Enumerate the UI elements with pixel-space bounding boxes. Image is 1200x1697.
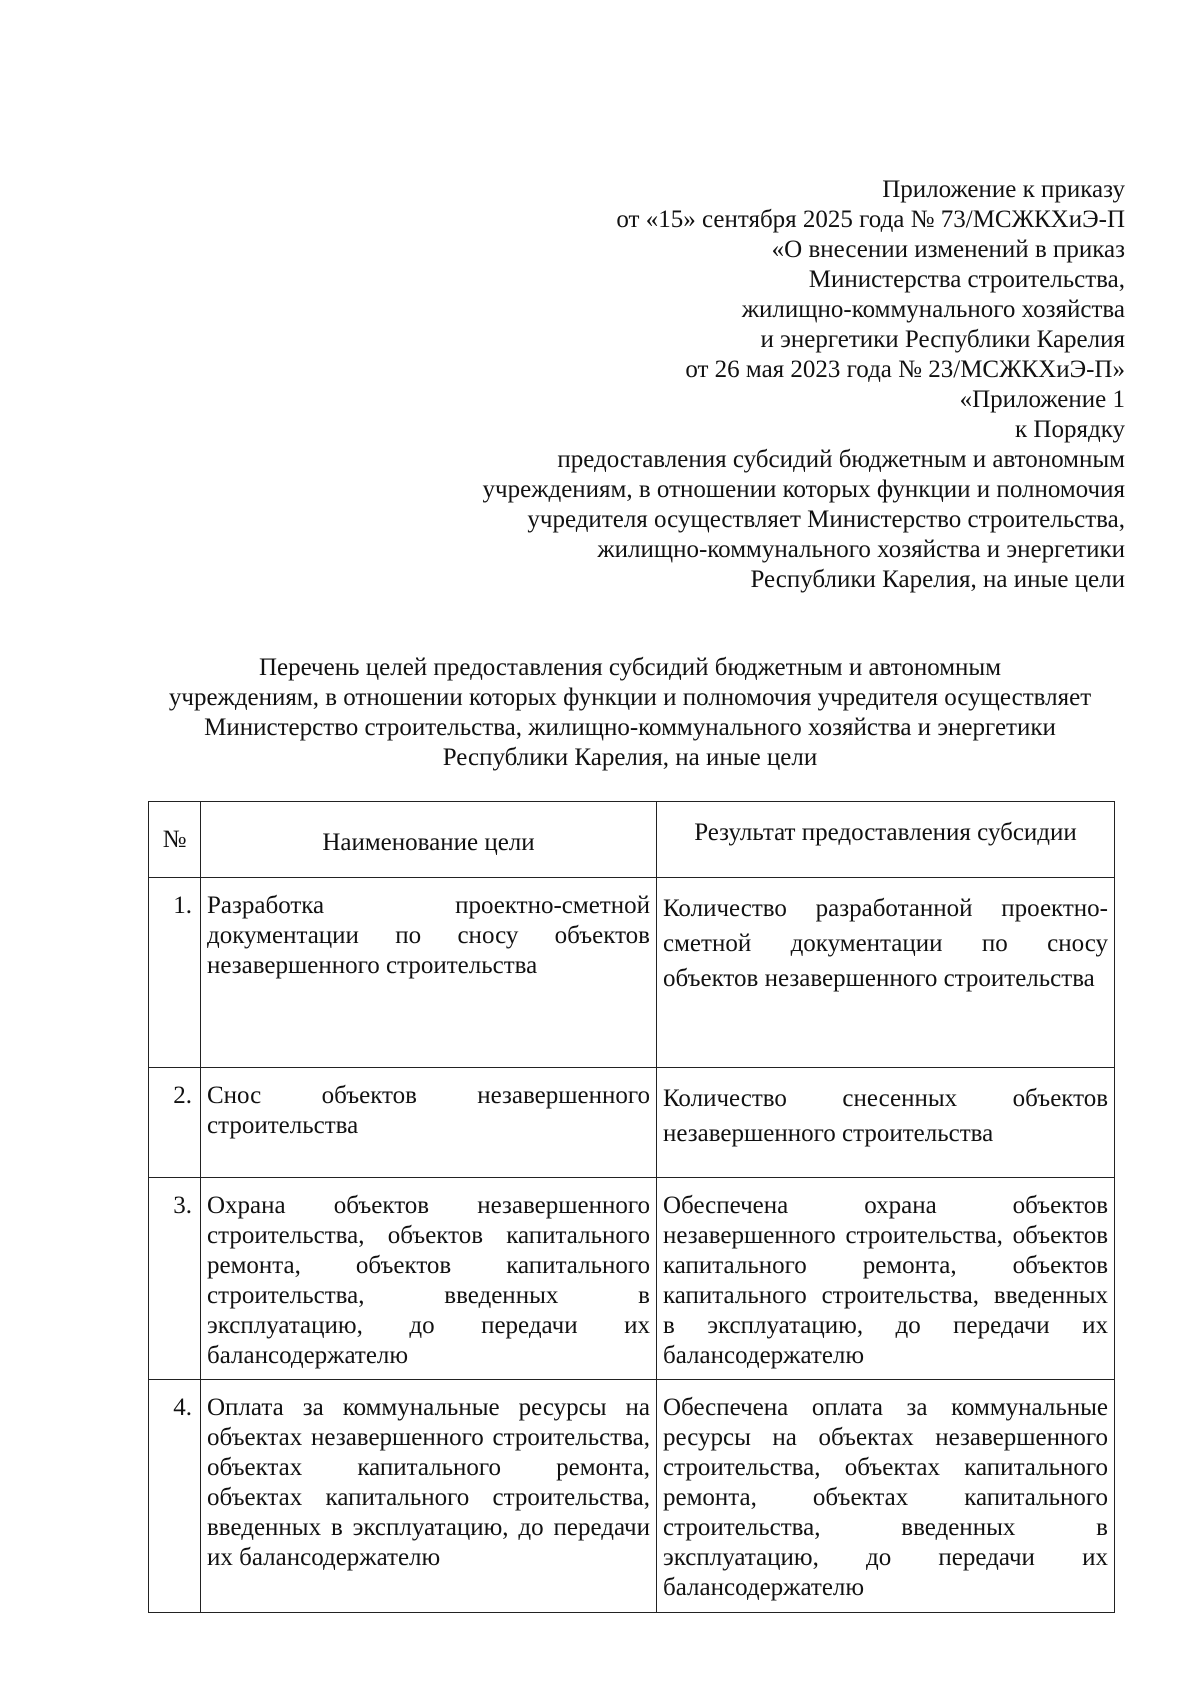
header-result: Результат предоставления субсидии — [657, 802, 1115, 878]
title-line: Республики Карелия, на иные цели — [442, 744, 818, 771]
document-title — [140, 653, 1120, 773]
title-line: учреждениям, в отношении которых функции и полномочия учредителя осуществляет — [168, 684, 1092, 711]
row-number: 3. — [149, 1178, 201, 1380]
header-line: «Приложение 1 — [959, 386, 1125, 413]
table-row — [149, 1178, 1115, 1380]
result-cell: Количество разработанной проектно-сметной документации по сносу объектов незавершенного строительства — [657, 878, 1115, 1068]
header-line: и энергетики Республики Карелия — [760, 326, 1125, 353]
header-goal-name: Наименование цели — [201, 802, 657, 878]
header-line: Министерства строительства, — [808, 266, 1125, 293]
header-line: учреждениям, в отношении которых функции и полномочия — [482, 476, 1125, 503]
header-line: Республики Карелия, на иные цели — [750, 566, 1125, 593]
header-line: учредителя осуществляет Министерство строительства, — [527, 506, 1125, 533]
goals-table — [148, 801, 1115, 1613]
header-line: жилищно-коммунального хозяйства и энергетики — [597, 536, 1125, 563]
result-cell: Количество снесенных объектов незавершенного строительства — [657, 1068, 1115, 1178]
result-cell: Обеспечена оплата за коммунальные ресурсы на объектах незавершенного строительства, объектах капитального ремонта, объектах капитального строительства, введенных в эксплуатацию, до передачи их балансодержателю — [657, 1380, 1115, 1613]
header-line: жилищно-коммунального хозяйства — [741, 296, 1125, 323]
header-line: к Порядку — [1015, 416, 1125, 443]
header-line: от 26 мая 2023 года № 23/МСЖКХиЭ-П» — [685, 356, 1125, 383]
header-line: «О внесении изменений в приказ — [771, 236, 1125, 263]
row-number: 1. — [149, 878, 201, 1068]
goal-name-cell: Оплата за коммунальные ресурсы на объектах незавершенного строительства, объектах капитального ремонта, объектах капитального строительства, введенных в эксплуатацию, до передачи их балансодержателю — [201, 1380, 657, 1613]
table-row — [149, 1068, 1115, 1178]
header-line: Приложение к приказу — [882, 176, 1125, 203]
table-row — [149, 878, 1115, 1068]
header-line: предоставления субсидий бюджетным и автономным — [557, 446, 1125, 473]
header-number: № — [149, 802, 201, 878]
header-line: от «15» сентября 2025 года № 73/МСЖКХиЭ-П — [616, 206, 1125, 233]
result-cell: Обеспечена охрана объектов незавершенного строительства, объектов капитального ремонта, объектов капитального строительства, введенных в эксплуатацию, до передачи их балансодержателю — [657, 1178, 1115, 1380]
goal-name-cell: Разработка проектно-сметной документации по сносу объектов незавершенного строительства — [201, 878, 657, 1068]
goal-name-cell: Охрана объектов незавершенного строительства, объектов капитального ремонта, объектов капитального строительства, введенных в эксплуатацию, до передачи их балансодержателю — [201, 1178, 657, 1380]
title-line: Перечень целей предоставления субсидий бюджетным и автономным — [258, 654, 1002, 681]
row-number: 2. — [149, 1068, 201, 1178]
title-line: Министерство строительства, жилищно-коммунального хозяйства и энергетики — [204, 714, 1056, 741]
goal-name-cell: Снос объектов незавершенного строительства — [201, 1068, 657, 1178]
appendix-header — [325, 175, 1125, 595]
row-number: 4. — [149, 1380, 201, 1613]
table-row — [149, 1380, 1115, 1613]
table-header-row — [149, 802, 1115, 878]
